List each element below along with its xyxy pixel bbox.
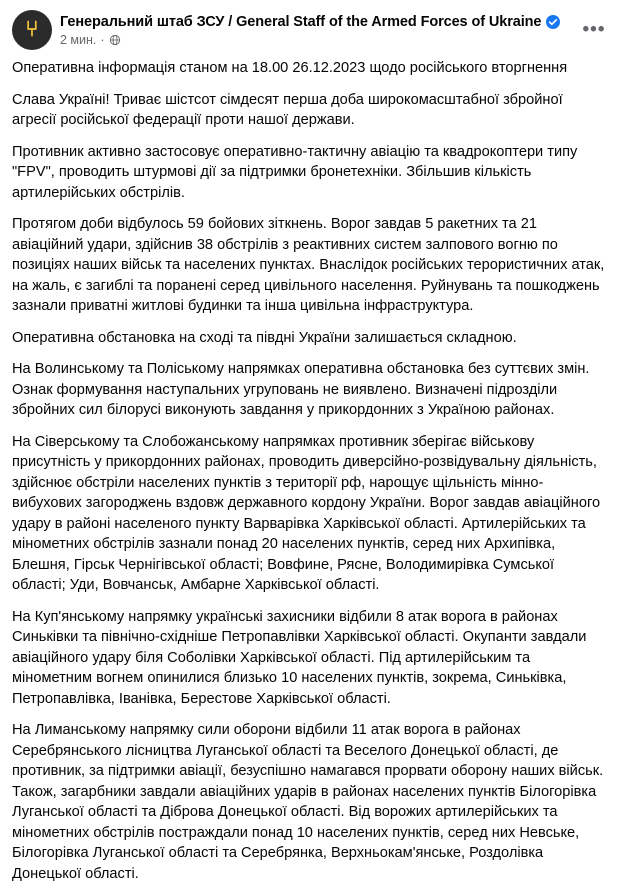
trident-icon: ⑂ bbox=[25, 17, 39, 42]
post-paragraph: Противник активно застосовує оперативно-тактичну авіацію та квадрокоптери типу "FPV", проводить штурмові дії за підтримки бронетехніки. Збільшив кількість артилерійських обстрілів. bbox=[12, 143, 578, 201]
post-paragraph: На Волинському та Поліському напрямках оперативна обстановка без суттєвих змін. Ознак формування наступальних угруповань не виявлено. Визначені підрозділи збройних сил білорусі виконують завдання у прикордонних з Україною районах. bbox=[12, 361, 590, 418]
post-options-button[interactable]: ••• bbox=[582, 19, 606, 40]
post-paragraph: Слава Україні! Триває шістсот сімдесят перша доба широкомасштабної збройної агресії російської федерації проти нашої держави. bbox=[12, 91, 563, 128]
post-header-text bbox=[60, 10, 600, 50]
post-header bbox=[0, 0, 622, 56]
post-paragraph: Оперативна обстановка на сході та півдні України залишається складною. bbox=[12, 329, 517, 346]
avatar[interactable] bbox=[12, 10, 52, 50]
post-paragraph: На Лиманському напрямку сили оборони відбили 11 атак ворога в районах Серебрянського лісництва Луганської області та Веселого Донецької області, де противник, за підтримки авіації, безуспішно намагався прорвати оборону наших військ. Також, загарбники завдали авіаційних ударів в районах населених пунктів Білогорівка Луганської області та Діброва Донецької області. Від ворожих артилерійських та мінометних обстрілів постраждали понад 10 населених пунктів, серед них Невське, Білогорівка Луганської області та Серебрянка, Верхньокам'янське, Роздолівка Донецької області. bbox=[12, 722, 604, 882]
post-timestamp[interactable]: 2 мин. bbox=[60, 32, 97, 47]
page-name[interactable]: Генеральний штаб ЗСУ / General Staff of the Armed Forces of Ukraine bbox=[60, 13, 542, 30]
verified-badge-icon bbox=[546, 15, 560, 29]
page-name-row bbox=[60, 14, 560, 30]
meta-separator: · bbox=[100, 32, 105, 47]
post-body bbox=[0, 56, 622, 894]
post-paragraph: Оперативна інформація станом на 18.00 26.12.2023 щодо російського вторгнення bbox=[12, 60, 568, 76]
post-paragraph: На Куп'янському напрямку українські захисники відбили 8 атак ворога в районах Синьківки та північно-східніше Петропавлівки Харківської області. Окупанти завдали авіаційного удару біля Соболівки Харківської області. Під артилерійським та мінометним вогнем опинилися близько 10 населених пунктів, зокрема, Синьківка, Петропавлівка, Іванівка, Берестове Харківської області. bbox=[12, 608, 587, 707]
post-meta bbox=[60, 33, 560, 47]
post-paragraph: Протягом доби відбулось 59 бойових зіткнень. Ворог завдав 5 ракетних та 21 авіаційний удари, здійснив 38 обстрілів з реактивних систем залпового вогню по позиціях наших військ та населених пунктах. Внаслідок російських терористичних атак, на жаль, є загиблі та поранені серед цивільного населення. Руйнувань та пошкоджень зазнали приватні житлові будинки та інша цивільна інфраструктура. bbox=[12, 216, 605, 314]
globe-icon bbox=[109, 34, 121, 46]
post-paragraph: На Сіверському та Слобожанському напрямках противник зберігає військову присутність у прикордонних районах, проводить диверсійно-розвідувальну діяльність, здійснює обстріли населених пунктів з території рф, нарощує щільність мінно-вибухових загороджень вздовж державного кордону України. Ворог завдав авіаційного удару в районі населеного пункту Варварівка Харківської області. Артилерійських та мінометних обстрілів зазнали понад 20 населених пунктів, серед них Архипівка, Блешня, Гірськ Чернігівської області; Вовфине, Рясне, Володимирівка Сумської області; Уди, Вовчанськ, Амбарне Харківської області. bbox=[12, 433, 601, 593]
